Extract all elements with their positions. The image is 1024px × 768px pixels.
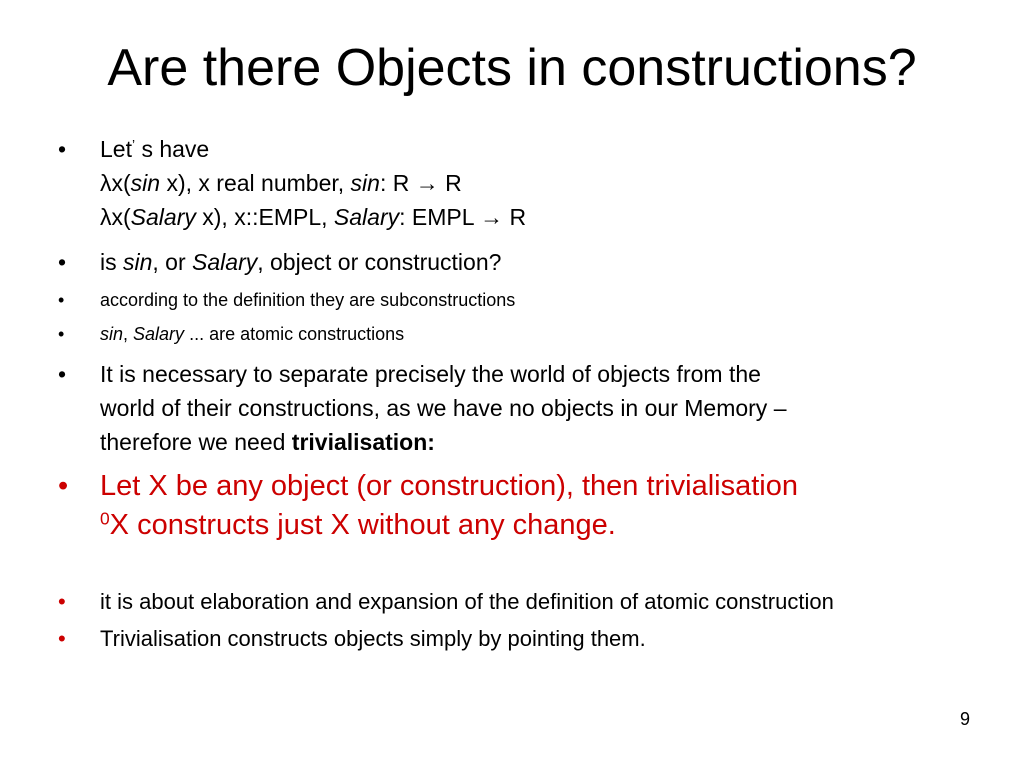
page-number: 9 (959, 709, 970, 729)
bullet-text (100, 467, 798, 545)
bullet-line (100, 506, 798, 545)
text-fragment: R (438, 170, 462, 196)
bullet-line (100, 425, 787, 459)
formula-line-salary (100, 200, 526, 234)
bullet-line: Let X be any object (or construction), then trivialisation (100, 470, 798, 502)
bullet-dot: • (58, 361, 67, 387)
text-fragment: x), x::EMPL, (195, 204, 334, 230)
text-fragment: , object or construction? (257, 249, 502, 275)
bullet-dot: • (58, 324, 65, 344)
formula-line-sin (100, 166, 526, 200)
bullet-dot: • (58, 249, 67, 275)
italic-term: sin (130, 170, 161, 196)
lambda-symbol: λ (100, 170, 112, 196)
text-fragment: x), x real number, (160, 170, 351, 196)
text-fragment: X constructs just X without any change. (109, 509, 616, 541)
text-fragment: Let (100, 136, 132, 162)
lambda-symbol: λ (100, 204, 112, 230)
italic-term: sin (123, 249, 153, 275)
italic-term: Salary (192, 249, 258, 275)
italic-term: Salary (130, 204, 196, 230)
text-fragment: therefore we need (100, 429, 292, 455)
bullet-line (100, 132, 526, 166)
text-fragment: , (123, 324, 134, 344)
bullet-text (100, 245, 501, 279)
text-fragment: R (503, 204, 527, 230)
bullet-dot: • (58, 626, 66, 651)
text-fragment: : EMPL (399, 204, 481, 230)
bullet-text: Trivialisation constructs objects simply by pointing them. (100, 626, 646, 651)
bullet-text (100, 357, 787, 459)
text-fragment: x( (111, 204, 131, 230)
text-fragment: ... are atomic constructions (184, 324, 405, 344)
text-fragment: , or (152, 249, 193, 275)
superscript-zero: 0 (100, 508, 110, 529)
right-arrow-icon: → (480, 204, 504, 230)
bullet-dot: • (58, 290, 65, 310)
bullet-text: according to the definition they are subconstructions (100, 290, 516, 310)
bullet-dot: • (58, 470, 69, 502)
right-arrow-icon: → (415, 170, 439, 196)
bullet-dot: • (58, 589, 66, 614)
italic-term: sin (100, 324, 124, 344)
text-fragment: x( (111, 170, 131, 196)
italic-term: sin (350, 170, 380, 196)
bullet-line: It is necessary to separate precisely the world of objects from the (100, 361, 761, 387)
bullet-line: world of their constructions, as we have no objects in our Memory – (100, 395, 787, 421)
text-fragment: is (100, 249, 123, 275)
bold-term: trivialisation: (291, 429, 435, 455)
italic-term: Salary (333, 204, 400, 230)
bullet-text: it is about elaboration and expansion of the definition of atomic construction (100, 589, 834, 614)
apostrophe: ’ (131, 137, 136, 153)
slide-title: Are there Objects in constructions? (107, 39, 917, 97)
bullet-dot: • (58, 136, 67, 162)
italic-term: Salary (133, 324, 185, 344)
text-fragment: s have (135, 136, 210, 162)
bullet-text (100, 132, 526, 234)
text-fragment: : R (379, 170, 416, 196)
bullet-text (100, 321, 404, 347)
